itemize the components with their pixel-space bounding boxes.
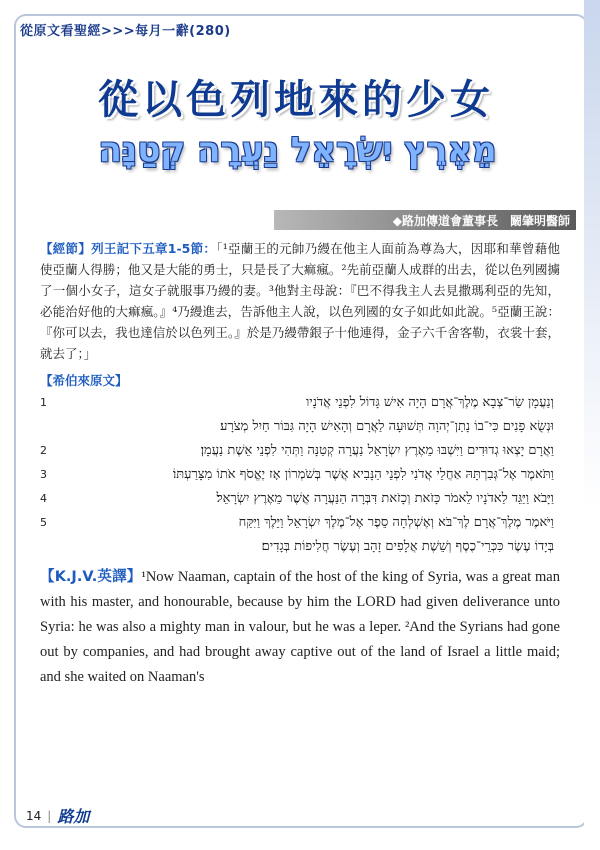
hebrew-verse-text: וַאֲרָם יָצְאוּ גְדוּדִים וַיִּשְׁבּוּ מֵאֶרֶץ יִשְׂרָאֵל נַעֲרָה קְטַנָּה וַתְּהִי לִפְנֵי אֵשֶׁת נַעֲמָן׃ [200, 443, 554, 458]
hebrew-verse-line [40, 535, 560, 559]
luke-logo: 路加 [57, 807, 90, 826]
page-footer [26, 804, 89, 827]
hebrew-verse-line [40, 415, 560, 439]
hebrew-verse-number: 2 [40, 444, 47, 457]
footer-separator: | [47, 808, 52, 823]
article-body [40, 238, 560, 705]
hebrew-verse-line [40, 439, 560, 463]
hebrew-verse-text: בְּיָדוֹ עֶשֶׂר כִּכְּרֵי־כֶסֶף וְשֵׁשֶׁת אֲלָפִים זָהָב וְעֶשֶׂר חֲלִיפוֹת בְּגָדִים׃ [261, 539, 554, 554]
scripture-label: 【經節】 [40, 241, 92, 256]
hebrew-verse-number: 4 [40, 492, 47, 505]
hebrew-section [40, 370, 560, 559]
hebrew-verse-text: וַתֹּאמֶר אֶל־גְּבִרְתָּהּ אַחֲלֵי אֲדֹנִי לִפְנֵי הַנָּבִיא אֲשֶׁר בְּשֹׁמְרוֹן אָז יֶאֱסֹף אֹתוֹ מִצָּרַעְתּוֹ׃ [172, 467, 554, 482]
scripture-reference: 列王記下五章1-5節： [91, 241, 217, 256]
chinese-title: 從以色列地來的少女 [98, 77, 494, 123]
scripture-text: 「¹亞蘭王的元帥乃縵在他主人面前為尊為大，因耶和華曾藉他使亞蘭人得勝；他又是大能的勇士，只是長了大痲瘋。²先前亞蘭人成群的出去，從以色列國擄了一個小女子，這女子就服事乃縵的妻。³他對主母說：『巴不得我主人去見撒瑪利亞的先知，必能治好他的大痲瘋。』⁴乃縵進去，告訴他主人說，以色列國的女子如此如此說。⁵亞蘭王說：『你可以去，我也達信於以色列王。』於是乃縵帶銀子十他連得，金子六千舍客勒，衣裳十套，就去了；」 [40, 241, 560, 361]
series-header: 從原文看聖經>>>每月一辭(280) [20, 24, 231, 39]
hebrew-verse-text: וּנְשֻׂא פָנִים כִּי־בוֹ נָתַן־יְהוָה תְּשׁוּעָה לַאֲרָם וְהָאִישׁ הָיָה גִּבּוֹר חַיִל מְצֹרָע׃ [220, 419, 554, 434]
hebrew-verse-number: 1 [40, 396, 47, 409]
kjv-paragraph [40, 565, 560, 690]
hebrew-section-label: 【希伯來原文】 [40, 373, 128, 388]
author-credit: ◆路加傳道會董事長 闞肇明醫師 [392, 213, 570, 228]
hebrew-verse-line [40, 391, 560, 415]
hebrew-verse-number: 5 [40, 516, 47, 529]
page-number: 14 [26, 808, 42, 823]
kjv-text: ¹Now Naaman, captain of the host of the king of Syria, was a great man with his master, and honourable, because by him the LORD had given deliverance unto Syria: he was also a mighty man in valour, but he was a leper. ²And the Syrians had gone out by companies, and had brought away captive out of the land of Israel a little maid; and she waited on Naaman's [40, 569, 560, 685]
hebrew-verse-text: וַיָּבֹא וַיַּגֵּד לַאדֹנָיו לֵאמֹר כָּזֹאת וְכָזֹאת דִּבְּרָה הַנַּעֲרָה אֲשֶׁר מֵאֶרֶץ יִשְׂרָאֵל׃ [216, 491, 554, 506]
author-bar [274, 210, 576, 230]
hebrew-verse-line [40, 463, 560, 487]
hebrew-verse-line [40, 487, 560, 511]
hebrew-title: מֵאֶרֶץ יִשְׂרָאֵל נַעֲרָה קְטַנָּה [98, 130, 497, 170]
hebrew-verse-line [40, 511, 560, 535]
hebrew-verse-text: וְנַעֲמָן שַׂר־צְבָא מֶלֶךְ־אֲרָם הָיָה אִישׁ גָּדוֹל לִפְנֵי אֲדֹנָיו [305, 395, 554, 410]
scripture-paragraph [40, 238, 560, 364]
kjv-label: 【K.J.V.英譯】 [40, 569, 142, 585]
hebrew-verse-text: וַיֹּאמֶר מֶלֶךְ־אֲרָם לֶךְ־בֹּא וְאֶשְׁלְחָה סֵפֶר אֶל־מֶלֶךְ יִשְׂרָאֵל וַיֵּלֶךְ וַיִּקַּח [238, 515, 554, 530]
decorative-right-band [584, 0, 600, 850]
hebrew-verse-number: 3 [40, 468, 47, 481]
hebrew-lines [40, 391, 560, 559]
